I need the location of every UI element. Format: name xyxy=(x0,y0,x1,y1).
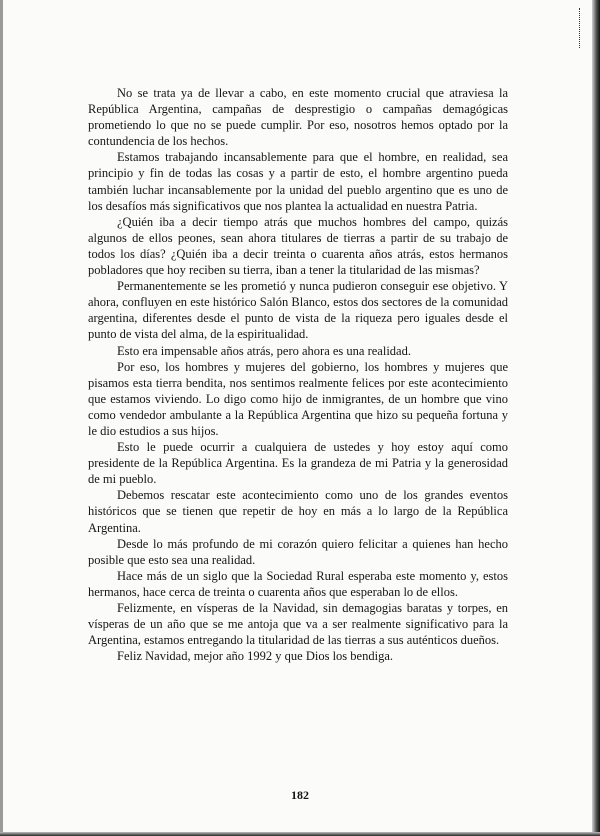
paragraph: Desde lo más profundo de mi corazón quiero felicitar a quienes han hecho posible que esto sea una realidad. xyxy=(88,536,508,567)
paragraph: Esto era impensable años atrás, pero ahora es una realidad. xyxy=(117,343,411,358)
paragraph: Feliz Navidad, mejor año 1992 y que Dios los bendiga. xyxy=(117,649,393,664)
paragraph: Felizmente, en vísperas de la Navidad, sin demagogias baratas y torpes, en vísperas de un año que se me antoja que va a ser realmente significativo para la Argentina, estamos entregando la titularidad de las tierras a sus auténticos dueños. xyxy=(88,601,508,648)
paragraph: Permanentemente se les prometió y nunca pudieron conseguir ese objetivo. Y ahora, confluyen en este histórico Salón Blanco, estos dos sectores de la comunidad argentina, diferentes desde el punto de vista de la riqueza pero iguales desde el punto de vista del alma, de la espiritualidad. xyxy=(88,279,508,342)
paragraph: ¿Quién iba a decir tiempo atrás que muchos hombres del campo, quizás algunos de ellos peones, sean ahora titulares de tierras a partir de su trabajo de todos los días? ¿Quién iba a decir treinta o cuarenta años atrás, estos hermanos pobladores que hoy reciben su tierra, iban a tener la titularidad de las mismas? xyxy=(88,214,508,278)
paragraph: Hace más de un siglo que la Sociedad Rural esperaba este momento y, estos hermanos, hace cerca de treinta o cuarenta años que esperaban lo de ellos. xyxy=(88,568,508,599)
paragraph: Esto le puede ocurrir a cualquiera de ustedes y hoy estoy aquí como presidente de la República Argentina. Es la grandeza de mi Patria y la generosidad de mi pueblo. xyxy=(88,440,508,487)
page-left-edge xyxy=(0,0,3,836)
page-bottom-edge xyxy=(0,832,600,836)
paragraph: Estamos trabajando incansablemente para que el hombre, en realidad, sea principio y fin de todas las cosas y a partir de esto, el hombre argentino pueda también luchar incansablemente por la unidad del pueblo argentino que es uno de los desafíos más significativos que nos plantea la actualidad en nuestra Patria. xyxy=(88,150,508,213)
page-number: 182 xyxy=(291,788,309,802)
corner-mark xyxy=(574,8,580,48)
body-text xyxy=(88,85,508,664)
paragraph: Debemos rescatar este acontecimiento como uno de los grandes eventos históricos que se tienen que repetir de hoy en más a lo largo de la República Argentina. xyxy=(88,488,508,535)
paragraph: No se trata ya de llevar a cabo, en este momento crucial que atraviesa la República Argentina, campañas de desprestigio o campañas demagógicas prometiendo lo que no se puede cumplir. Por eso, nosotros hemos optado por la contundencia de los hechos. xyxy=(88,86,508,149)
page-right-edge xyxy=(592,0,600,836)
paragraph: Por eso, los hombres y mujeres del gobierno, los hombres y mujeres que pisamos esta tierra bendita, nos sentimos realmente felices por este acontecimiento que estamos viviendo. Lo digo como hijo de inmigrantes, de un hombre que vino como vendedor ambulante a la República Argentina que hizo su pequeña fortuna y le dio estudios a sus hijos. xyxy=(88,359,508,438)
